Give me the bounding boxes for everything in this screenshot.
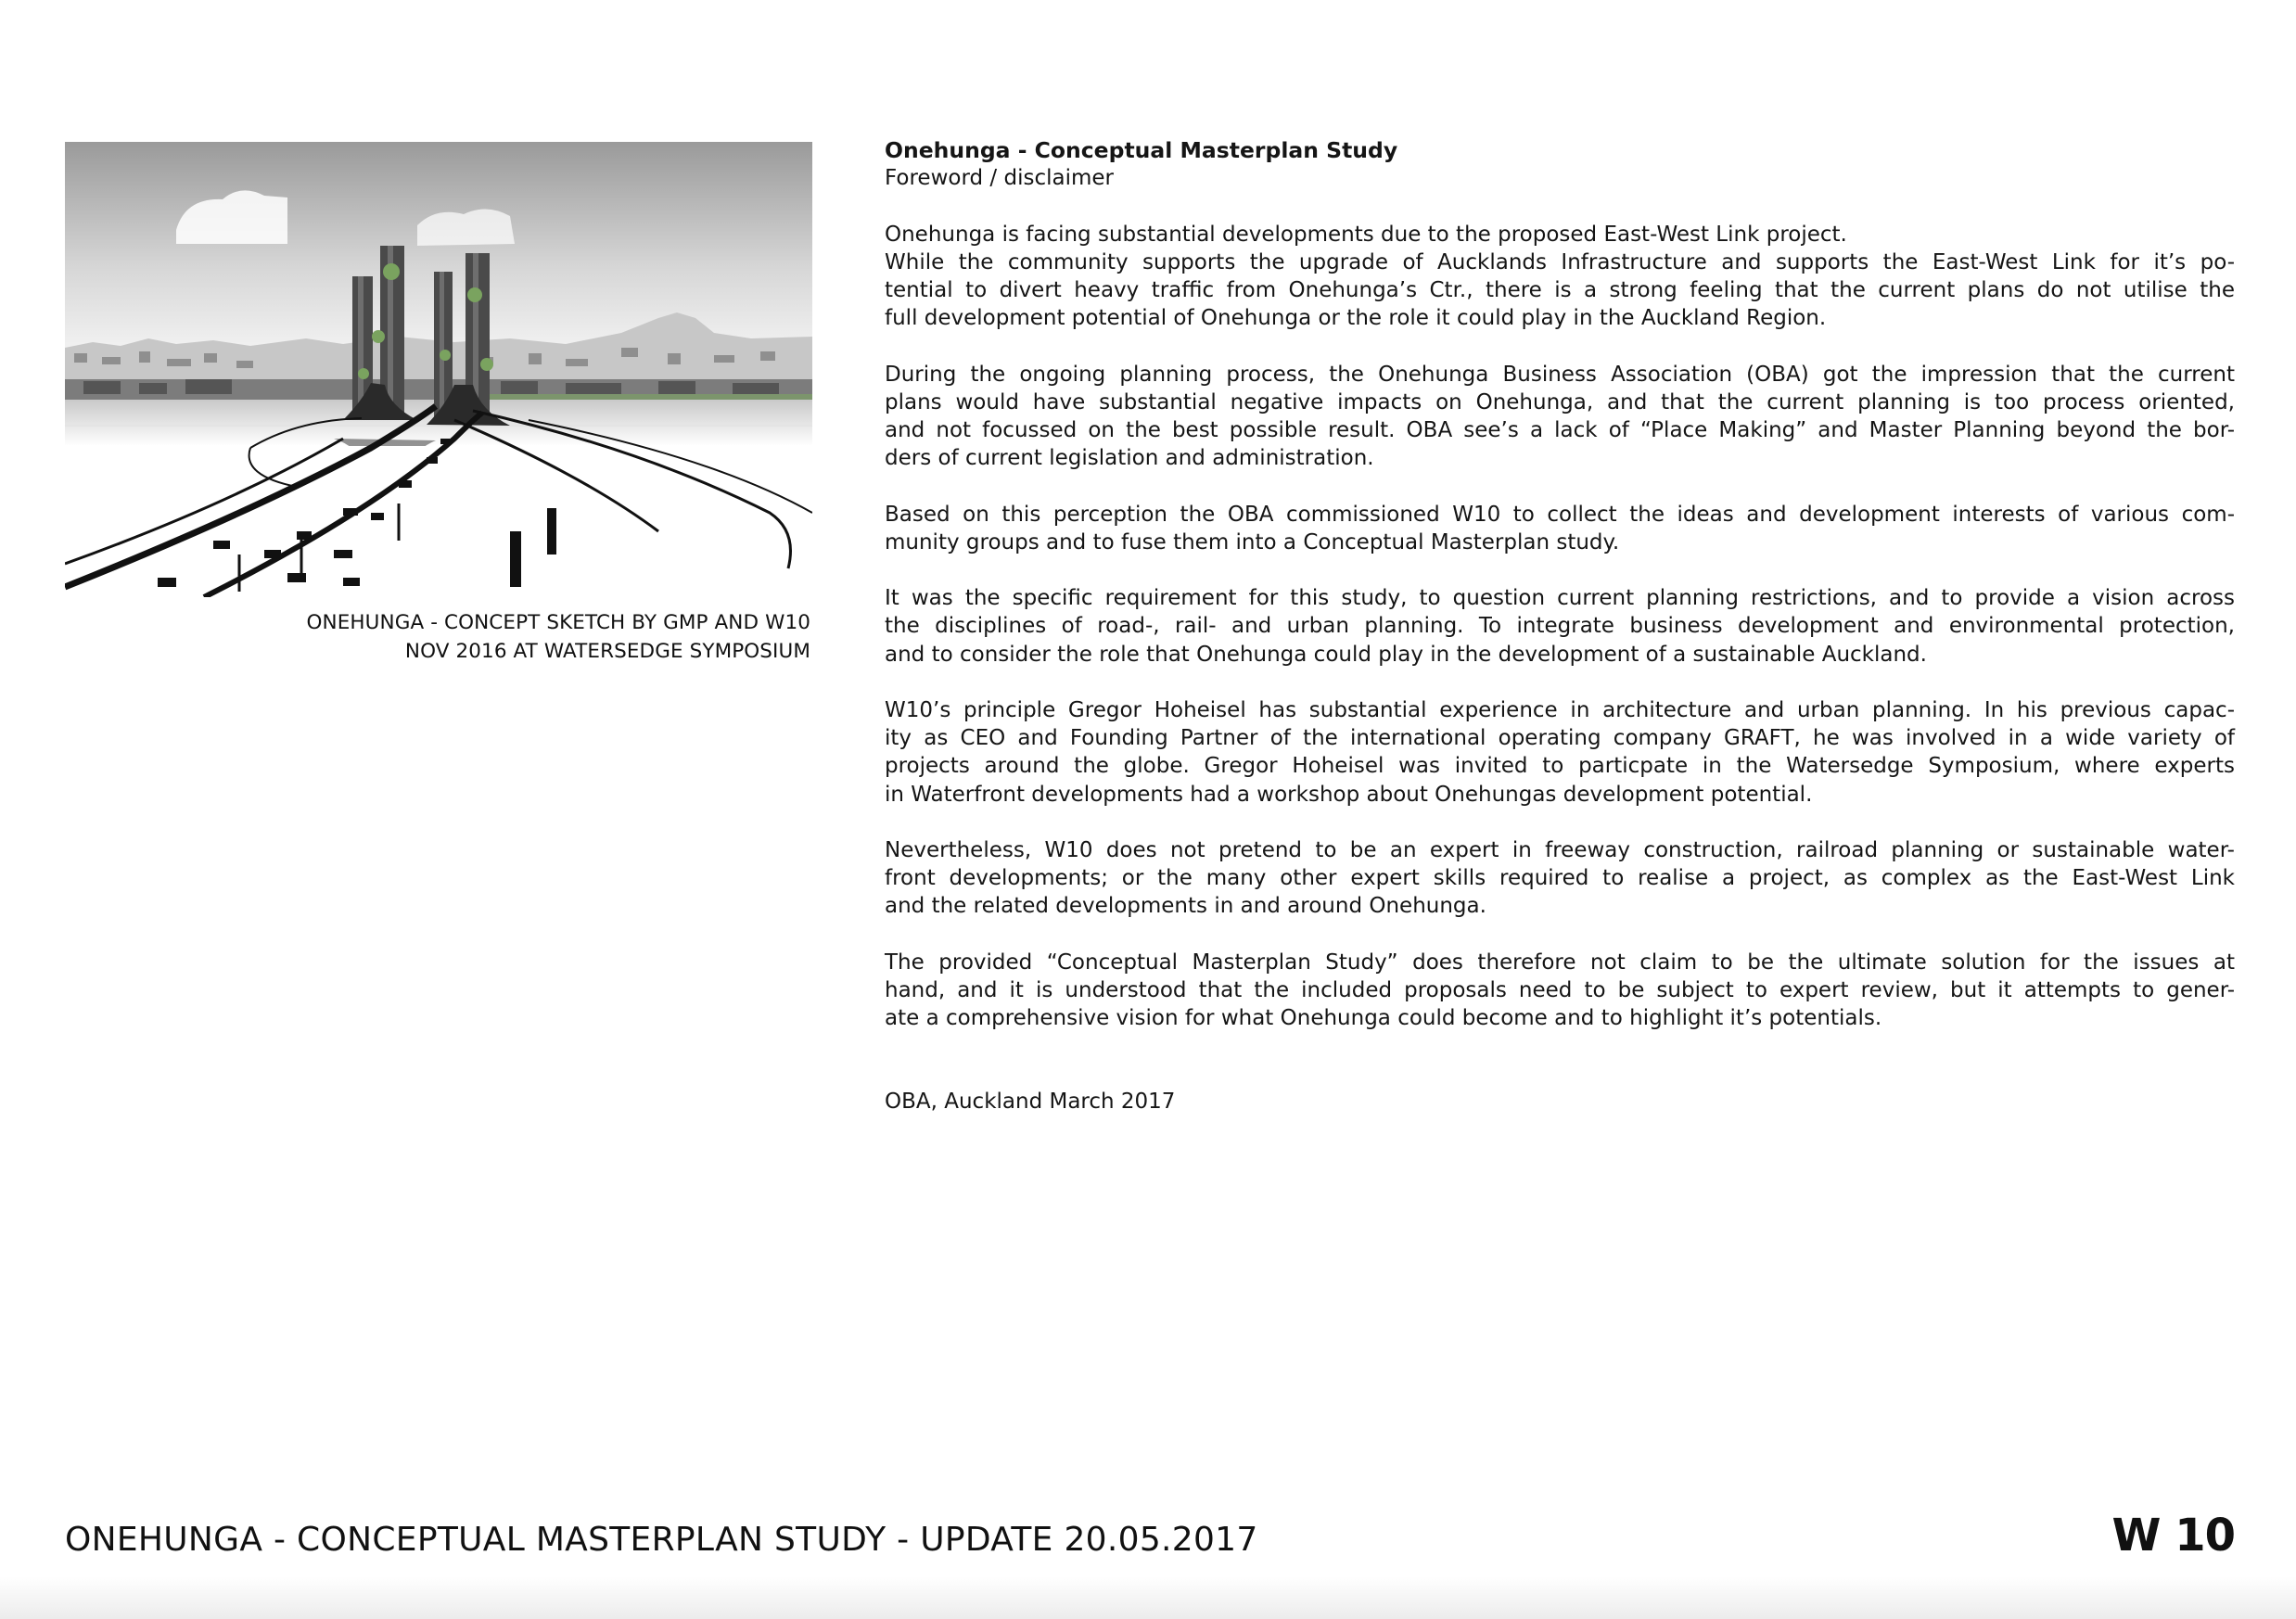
signoff: OBA, Auckland March 2017 [885,1090,1176,1115]
text-line: and not focussed on the best possible result. OBA see’s a lack of “Place Making” and Master Planning beyond the bor- [885,418,2235,442]
text-line: It was the specific requirement for this study, to question current planning restrictions, and to provide a vision across [885,586,2235,611]
footer-title: ONEHUNGA - CONCEPTUAL MASTERPLAN STUDY - UPDATE 20.05.2017 [65,1521,1258,1559]
text-line: The provided “Conceptual Masterplan Study” does therefore not claim to be the ultimate solution for the issues at [885,950,2235,975]
page-bottom-shadow [0,1576,2296,1619]
caption-line-1: ONEHUNGA - CONCEPT SKETCH BY GMP AND W10 [306,611,810,634]
text-line: While the community supports the upgrade of Aucklands Infrastructure and supports the East-West Link for it’s po- [885,249,2235,274]
w10-logo: W 10 [2111,1510,2235,1562]
text-line: the disciplines of road-, rail- and urban planning. To integrate business development and environmental protection, [885,614,2235,639]
paragraph [885,221,2235,333]
text-line: full development potential of Onehunga or the role it could play in the Auckland Region. [885,306,1827,331]
image-caption [65,608,810,666]
paragraph [885,361,2235,473]
text-line: Based on this perception the OBA commissioned W10 to collect the ideas and development interests of various com- [885,502,2235,527]
paragraph [885,501,2235,556]
text-line: ate a comprehensive vision for what Onehunga could become and to highlight it’s potentials. [885,1006,1882,1031]
paragraph [885,584,2235,669]
text-line: in Waterfront developments had a workshop about Onehungas development potential. [885,782,1813,807]
text-line: tential to divert heavy traffic from Onehunga’s Ctr., there is a strong feeling that the current plans do not utilise the [885,278,2235,302]
text-line: projects around the globe. Gregor Hoheisel was invited to particpate in the Watersedge Symposium, where experts [885,754,2235,779]
text-line: and to consider the role that Onehunga could play in the development of a sustainable Auckland. [885,642,1927,667]
text-line: munity groups and to fuse them into a Conceptual Masterplan study. [885,529,1620,555]
text-line: ity as CEO and Founding Partner of the international operating company GRAFT, he was involved in a wide variety of [885,726,2235,751]
document-subtitle: Foreword / disclaimer [885,166,1114,191]
text-line: ders of current legislation and administration. [885,446,1374,471]
caption-line-2: NOV 2016 AT WATERSEDGE SYMPOSIUM [404,640,810,663]
text-line: During the ongoing planning process, the Onehunga Business Association (OBA) got the impression that the current [885,362,2235,387]
document-title: Onehunga - Conceptual Masterplan Study [885,137,1398,163]
paragraph [885,696,2235,809]
text-line: front developments; or the many other expert skills required to realise a project, as complex as the East-West Link [885,866,2235,891]
text-line: and the related developments in and around Onehunga. [885,894,1486,919]
paragraph [885,949,2235,1033]
text-line: Onehunga is facing substantial developments due to the proposed East-West Link project. [885,222,1847,247]
concept-sketch-image [65,142,812,597]
paragraph [885,836,2235,921]
foreword-text [885,136,2235,1116]
text-line: hand, and it is understood that the included proposals need to be subject to expert review, but it attempts to gener- [885,977,2235,1002]
text-line: Nevertheless, W10 does not pretend to be an expert in freeway construction, railroad planning or sustainable water- [885,837,2235,862]
text-line: W10’s principle Gregor Hoheisel has substantial experience in architecture and urban planning. In his previous capac- [885,697,2235,722]
text-line: plans would have substantial negative impacts on Onehunga, and that the current planning is too process oriented, [885,389,2235,414]
